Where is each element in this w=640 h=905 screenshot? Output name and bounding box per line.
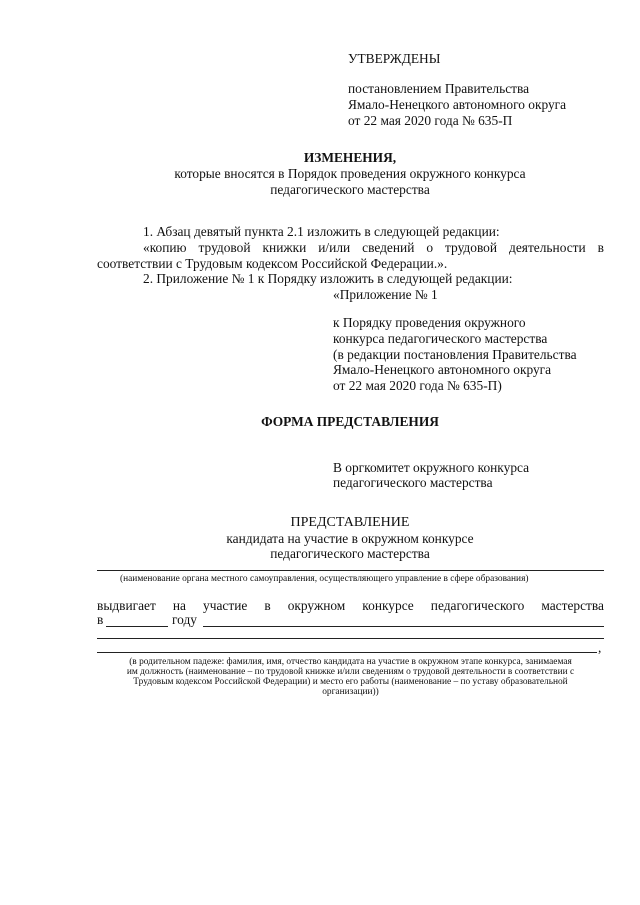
end-comma: , — [598, 640, 602, 655]
appendix-line-5: Ямало-Ненецкого автономного округа — [333, 362, 552, 377]
candidate-caption-line-4: организации)) — [322, 687, 379, 697]
year-blank[interactable] — [106, 626, 168, 627]
candidate-blank-line-3[interactable] — [97, 652, 597, 653]
item-1-text-a: «копию трудовой книжки и/или сведений о трудовой деятельности в — [143, 240, 604, 255]
item-2: 2. Приложение № 1 к Порядку изложить в следующей редакции: — [143, 271, 513, 286]
appendix-line-6: от 22 мая 2020 года № 635-П) — [333, 378, 502, 393]
item-1-text-b: соответствии с Трудовым кодексом Российской Федерации.». — [97, 256, 448, 271]
authority-blank-line[interactable] — [97, 570, 604, 571]
approval-line-3: от 22 мая 2020 года № 635-П — [348, 113, 513, 128]
year-prefix: в — [97, 612, 104, 627]
representation-subtitle-2: педагогического мастерства — [270, 546, 430, 561]
changes-title: ИЗМЕНЕНИЯ, — [303, 150, 397, 165]
appendix-line-4: (в редакции постановления Правительства — [333, 347, 577, 362]
approval-heading: УТВЕРЖДЕНЫ — [348, 51, 441, 66]
representation-subtitle-1: кандидата на участие в окружном конкурсе — [226, 531, 474, 546]
authority-caption: (наименование органа местного самоуправления, осуществляющего управление в сфере образования) — [120, 574, 529, 584]
approval-line-1: постановлением Правительства — [348, 81, 530, 96]
changes-subtitle-2: педагогического мастерства — [270, 182, 430, 197]
form-title: ФОРМА ПРЕДСТАВЛЕНИЯ — [261, 414, 439, 429]
candidate-caption-line-3: Трудовым кодексом Российской Федерации) и место его работы (наименование – по уставу образовательной — [133, 677, 568, 687]
changes-subtitle-1: которые вносятся в Порядок проведения окружного конкурса — [174, 166, 526, 181]
year-suffix: году — [172, 612, 197, 627]
approval-line-2: Ямало-Ненецкого автономного округа — [348, 97, 567, 112]
candidate-blank-line-2[interactable] — [97, 638, 604, 639]
candidate-caption-line-1: (в родительном падеже: фамилия, имя, отчество кандидата на участие в окружном этапе конкурса, занимаемая — [129, 657, 572, 667]
candidate-blank-line-1[interactable] — [203, 626, 604, 627]
appendix-line-1: «Приложение № 1 — [333, 287, 438, 302]
item-1: 1. Абзац девятый пункта 2.1 изложить в следующей редакции: — [143, 224, 500, 239]
representation-title: ПРЕДСТАВЛЕНИЕ — [290, 515, 410, 530]
appendix-line-3: конкурса педагогического мастерства — [333, 331, 548, 346]
addressee-line-1: В оргкомитет окружного конкурса — [333, 460, 530, 475]
candidate-caption-line-2: им должность (наименование – по трудовой книжке и/или сведениям о трудовой деятельности в соответствии с — [126, 667, 575, 677]
addressee-line-2: педагогического мастерства — [333, 475, 493, 490]
nominates-text: выдвигает на участие в окружном конкурсе педагогического мастерства — [97, 598, 604, 613]
appendix-line-2: к Порядку проведения окружного — [333, 315, 526, 330]
